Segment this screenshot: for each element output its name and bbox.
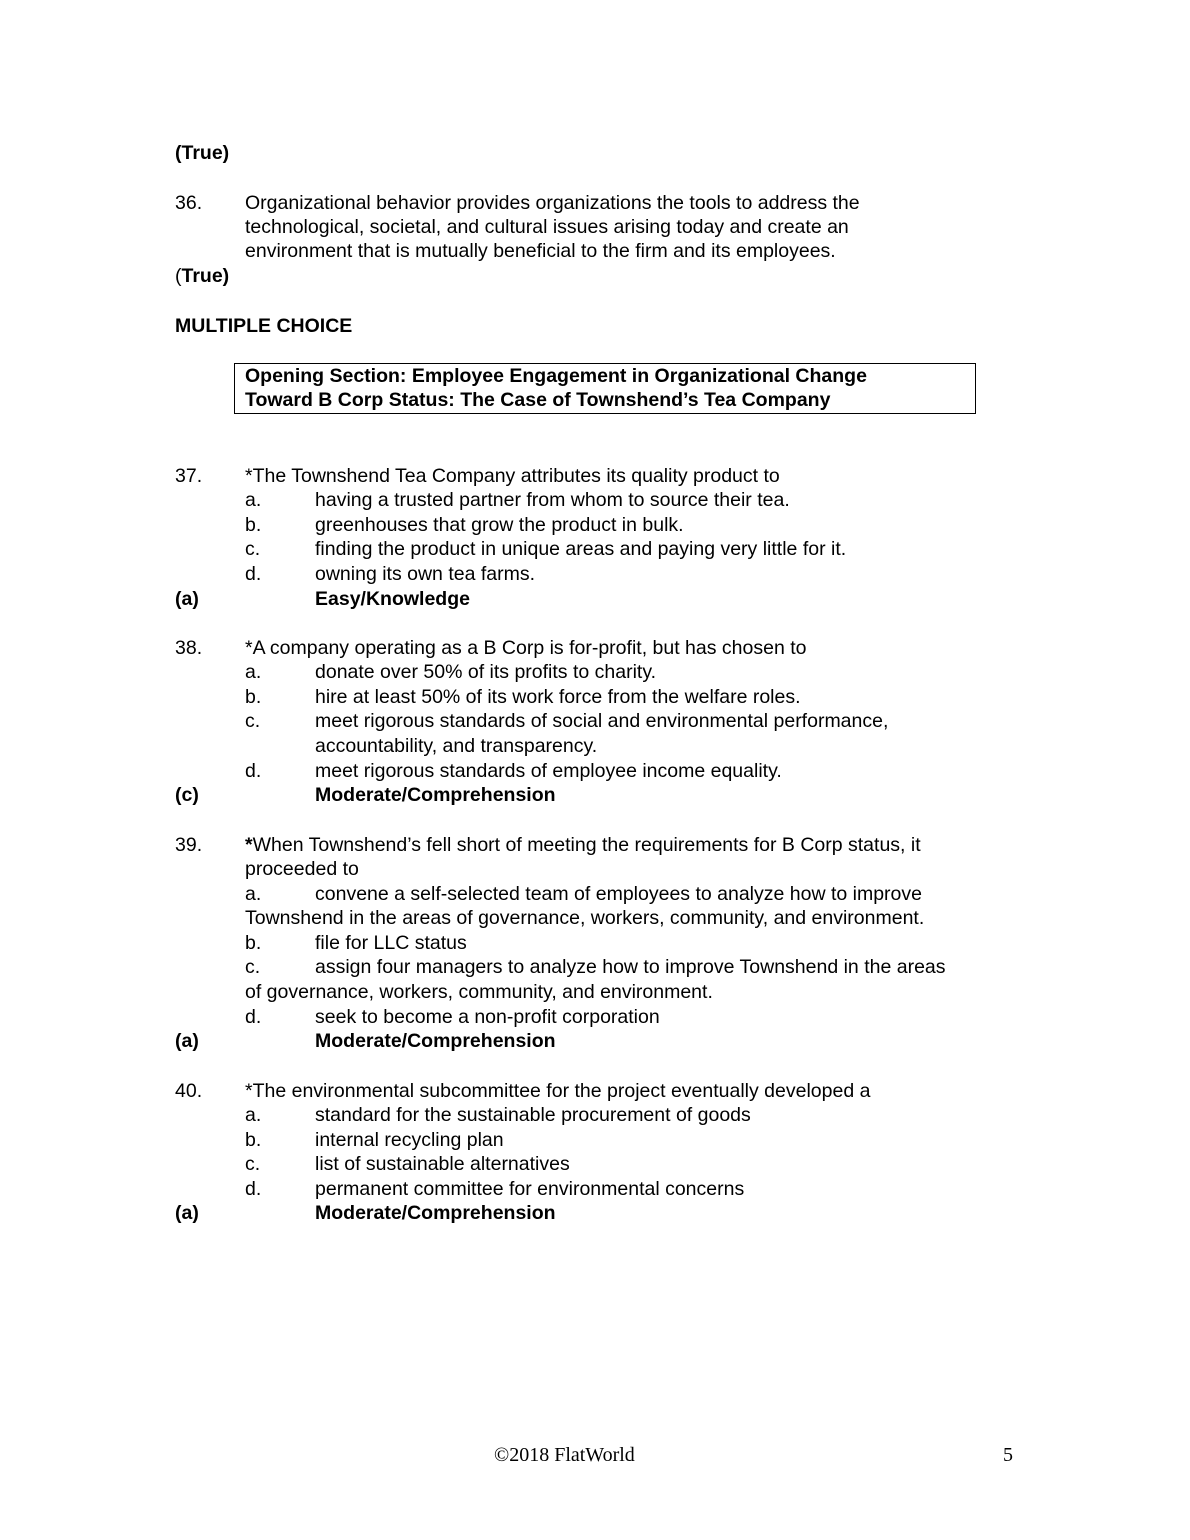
q36-answer-open-paren: ( xyxy=(175,265,182,287)
option-letter: c. xyxy=(245,956,261,978)
opening-section-title-line-1: Opening Section: Employee Engagement in Organizational Change xyxy=(245,365,867,387)
q36-answer xyxy=(175,264,229,288)
option-text: meet rigorous standards of social and environmental performance, xyxy=(315,710,889,732)
difficulty-label: Moderate/Comprehension xyxy=(315,1030,556,1052)
option-letter: a. xyxy=(245,1104,262,1126)
option-text: greenhouses that grow the product in bulk. xyxy=(315,514,684,536)
option-letter: a. xyxy=(245,489,262,511)
option-text: assign four managers to analyze how to improve Townshend in the areas xyxy=(315,956,946,978)
difficulty-label: Easy/Knowledge xyxy=(315,588,470,610)
option-letter: b. xyxy=(245,686,262,708)
answer-key: (a) xyxy=(175,1202,199,1224)
option-text: hire at least 50% of its work force from the welfare roles. xyxy=(315,686,801,708)
question-stem-continued: proceeded to xyxy=(245,858,359,880)
q36-answer-value: True) xyxy=(181,265,230,287)
option-text: internal recycling plan xyxy=(315,1129,504,1151)
footer-copyright: ©2018 FlatWorld xyxy=(494,1444,635,1466)
question-number: 37. xyxy=(175,465,203,487)
answer-key: (a) xyxy=(175,588,199,610)
option-text: finding the product in unique areas and paying very little for it. xyxy=(315,538,847,560)
q36-line-1: Organizational behavior provides organizations the tools to address the xyxy=(245,192,860,214)
option-letter: d. xyxy=(245,760,262,782)
option-text: having a trusted partner from whom to source their tea. xyxy=(315,489,790,511)
option-text: standard for the sustainable procurement of goods xyxy=(315,1104,751,1126)
answer-key: (c) xyxy=(175,784,199,806)
option-text: meet rigorous standards of employee income equality. xyxy=(315,760,782,782)
q36-number: 36. xyxy=(175,192,203,214)
question-number: 39. xyxy=(175,834,203,856)
option-text: list of sustainable alternatives xyxy=(315,1153,570,1175)
option-text: permanent committee for environmental concerns xyxy=(315,1178,745,1200)
option-text-continued: accountability, and transparency. xyxy=(315,735,598,757)
question-number: 40. xyxy=(175,1080,203,1102)
question-number: 38. xyxy=(175,637,203,659)
option-text: donate over 50% of its profits to charity. xyxy=(315,661,657,683)
option-letter: d. xyxy=(245,563,262,585)
option-text: seek to become a non-profit corporation xyxy=(315,1006,660,1028)
option-text-continued: of governance, workers, community, and environment. xyxy=(245,981,713,1003)
footer-page-number: 5 xyxy=(1003,1444,1013,1466)
question-stem: *A company operating as a B Corp is for-profit, but has chosen to xyxy=(245,637,807,659)
option-letter: c. xyxy=(245,710,261,732)
option-letter: a. xyxy=(245,661,262,683)
difficulty-label: Moderate/Comprehension xyxy=(315,1202,556,1224)
difficulty-label: Moderate/Comprehension xyxy=(315,784,556,806)
option-letter: b. xyxy=(245,514,262,536)
question-stem: *The Townshend Tea Company attributes its quality product to xyxy=(245,465,780,487)
option-text: convene a self-selected team of employees to analyze how to improve xyxy=(315,883,922,905)
option-letter: d. xyxy=(245,1178,262,1200)
stem-text: When Townshend’s fell short of meeting the requirements for B Corp status, it xyxy=(252,834,921,856)
q36-line-3: environment that is mutually beneficial to the firm and its employees. xyxy=(245,240,836,262)
question-stem: *The environmental subcommittee for the project eventually developed a xyxy=(245,1080,871,1102)
option-letter: a. xyxy=(245,883,262,905)
option-text: owning its own tea farms. xyxy=(315,563,536,585)
option-letter: c. xyxy=(245,538,261,560)
answer-key: (a) xyxy=(175,1030,199,1052)
option-letter: b. xyxy=(245,932,262,954)
opening-section-title-line-2: Toward B Corp Status: The Case of Townshend’s Tea Company xyxy=(245,389,831,411)
option-letter: c. xyxy=(245,1153,261,1175)
option-letter: b. xyxy=(245,1129,262,1151)
option-text: file for LLC status xyxy=(315,932,467,954)
q35-answer: (True) xyxy=(175,142,230,164)
option-letter: d. xyxy=(245,1006,262,1028)
option-text-continued: Townshend in the areas of governance, workers, community, and environment. xyxy=(245,907,925,929)
q36-line-2: technological, societal, and cultural issues arising today and create an xyxy=(245,216,849,238)
question-stem xyxy=(245,833,921,857)
section-heading: MULTIPLE CHOICE xyxy=(175,315,353,337)
stem-asterisk: * xyxy=(245,834,253,856)
